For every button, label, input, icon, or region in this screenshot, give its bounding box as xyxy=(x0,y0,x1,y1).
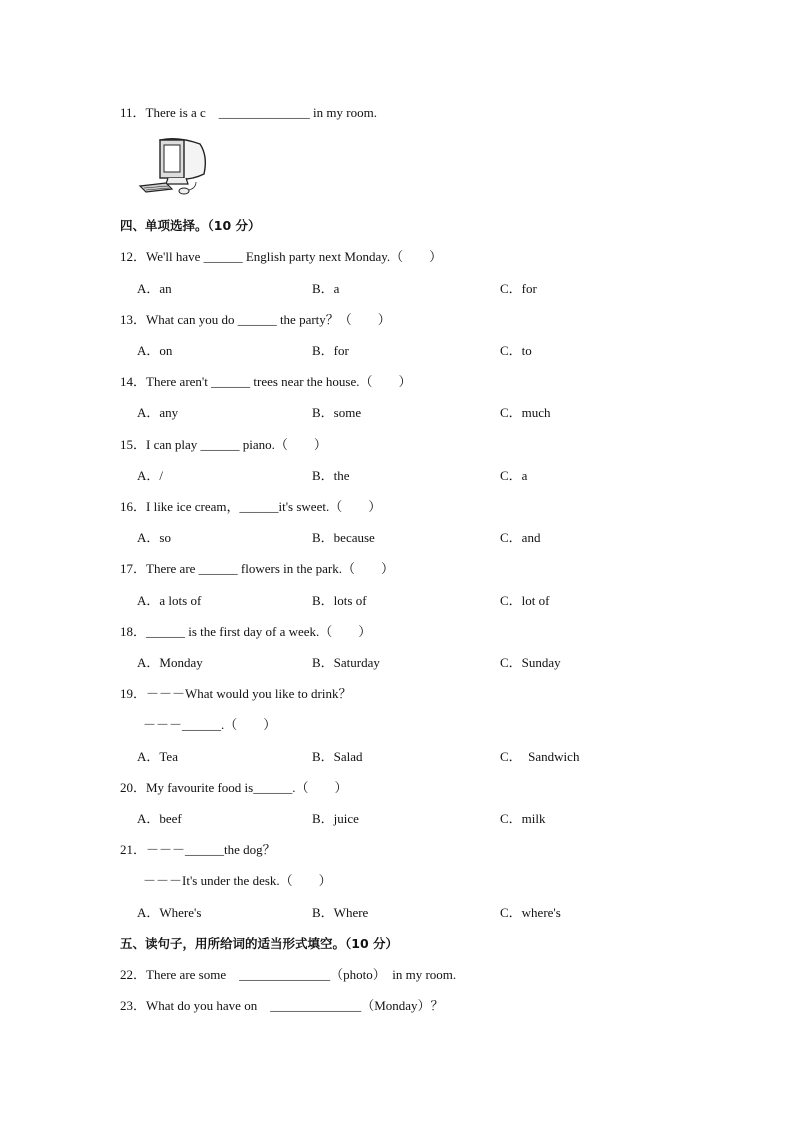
section4-title: 四、单项选择。（10 分） xyxy=(120,218,261,233)
option-b[interactable]: B．lots of xyxy=(312,593,367,608)
option-c[interactable]: C．where's xyxy=(500,905,561,920)
option-b[interactable]: B．Salad xyxy=(312,749,363,764)
computer-image xyxy=(138,134,210,196)
option-c[interactable]: C．and xyxy=(500,530,541,545)
section5-title: 五、读句子，用所给词的适当形式填空。（10 分） xyxy=(120,936,398,951)
option-a[interactable]: A．Where's xyxy=(137,905,202,920)
question-stem: 15．I can play ______ piano.（ ） xyxy=(120,437,327,452)
question-stem: 16．I like ice cream，______it's sweet.（ ） xyxy=(120,499,382,514)
option-a[interactable]: A．/ xyxy=(137,468,164,483)
option-a[interactable]: A．beef xyxy=(137,811,182,826)
question-stem: 13．What can you do ______ the party？（ ） xyxy=(120,312,391,327)
option-b[interactable]: B．Saturday xyxy=(312,655,380,670)
question-reply: －－－______.（ ） xyxy=(143,717,277,732)
option-b[interactable]: B．Where xyxy=(312,905,369,920)
q22-text: 22．There are some ______________（photo） in my room. xyxy=(120,967,457,982)
question-stem: 12．We'll have ______ English party next Monday.（ ） xyxy=(120,249,443,264)
question-stem: 21．－－－______the dog？ xyxy=(120,842,276,857)
option-b[interactable]: B．some xyxy=(312,405,362,420)
option-a[interactable]: A．Tea xyxy=(137,749,178,764)
option-b[interactable]: B．a xyxy=(312,281,340,296)
option-b[interactable]: B．for xyxy=(312,343,349,358)
option-c[interactable]: C．milk xyxy=(500,811,546,826)
option-a[interactable]: A．an xyxy=(137,281,172,296)
option-a[interactable]: A．any xyxy=(137,405,179,420)
question-reply: －－－It's under the desk.（ ） xyxy=(143,873,332,888)
option-b[interactable]: B．because xyxy=(312,530,375,545)
option-a[interactable]: A．a lots of xyxy=(137,593,202,608)
option-c[interactable]: C．Sunday xyxy=(500,655,561,670)
option-c[interactable]: C．a xyxy=(500,468,528,483)
option-a[interactable]: A．on xyxy=(137,343,173,358)
option-c[interactable]: C．lot of xyxy=(500,593,550,608)
option-c[interactable]: C．to xyxy=(500,343,532,358)
q23-text: 23．What do you have on ______________（Monday）？ xyxy=(120,998,444,1013)
option-c[interactable]: C．much xyxy=(500,405,551,420)
question-stem: 17．There are ______ flowers in the park.（ ） xyxy=(120,561,395,576)
question-stem: 14．There aren't ______ trees near the house.（ ） xyxy=(120,374,412,389)
option-b[interactable]: B．juice xyxy=(312,811,359,826)
question-stem: 18．______ is the first day of a week.（ ） xyxy=(120,624,372,639)
option-a[interactable]: A．so xyxy=(137,530,171,545)
option-b[interactable]: B．the xyxy=(312,468,350,483)
question-stem: 20．My favourite food is______.（ ） xyxy=(120,780,348,795)
option-a[interactable]: A．Monday xyxy=(137,655,203,670)
q11-text: 11．There is a c ______________ in my room. xyxy=(120,105,377,120)
question-stem: 19．－－－What would you like to drink？ xyxy=(120,686,352,701)
option-c[interactable]: C．for xyxy=(500,281,537,296)
option-c[interactable]: C． Sandwich xyxy=(500,749,580,764)
